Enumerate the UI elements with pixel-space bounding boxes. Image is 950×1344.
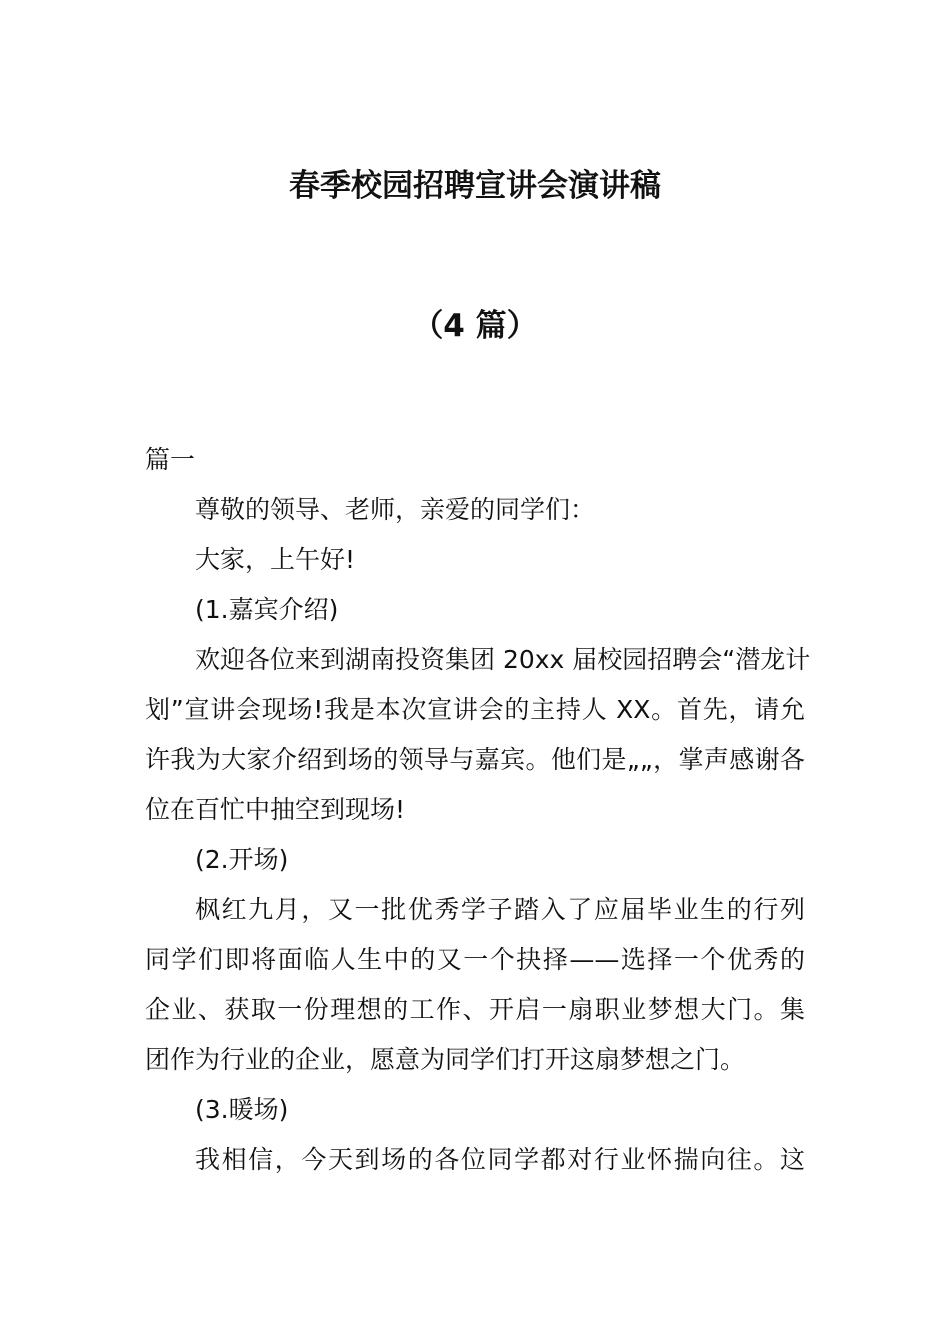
text-line: 团作为行业的企业，愿意为同学们打开这扇梦想之门。	[145, 1045, 746, 1074]
text-line: 划”宣讲会现场!我是本次宣讲会的主持人 XX。首先，请允	[145, 695, 805, 724]
text-line: (1.嘉宾介绍)	[195, 595, 339, 624]
document-title: 春季校园招聘宣讲会演讲稿	[289, 168, 661, 204]
text-line: 大家，上午好!	[195, 545, 356, 574]
text-line: (2.开场)	[195, 845, 289, 874]
section-heading: 篇一	[145, 445, 196, 474]
document-subtitle: （4 篇）	[412, 308, 538, 344]
document-body	[145, 435, 811, 1185]
text-line: (3.暖场)	[195, 1095, 289, 1124]
text-line: 许我为大家介绍到场的领导与嘉宾。他们是„„，掌声感谢各	[145, 745, 805, 774]
text-line: 欢迎各位来到湖南投资集团 20xx 届校园招聘会“潜龙计	[195, 645, 811, 674]
text-line: 同学们即将面临人生中的又一个抉择——选择一个优秀的	[145, 945, 805, 974]
text-line: 我相信，今天到场的各位同学都对行业怀揣向往。这	[195, 1145, 805, 1174]
text-line: 企业、获取一份理想的工作、开启一扇职业梦想大门。集	[145, 995, 805, 1024]
text-line: 位在百忙中抽空到现场!	[145, 795, 406, 824]
text-line: 枫红九月，又一批优秀学子踏入了应届毕业生的行列	[195, 895, 805, 924]
text-line: 尊敬的领导、老师，亲爱的同学们：	[195, 495, 596, 524]
